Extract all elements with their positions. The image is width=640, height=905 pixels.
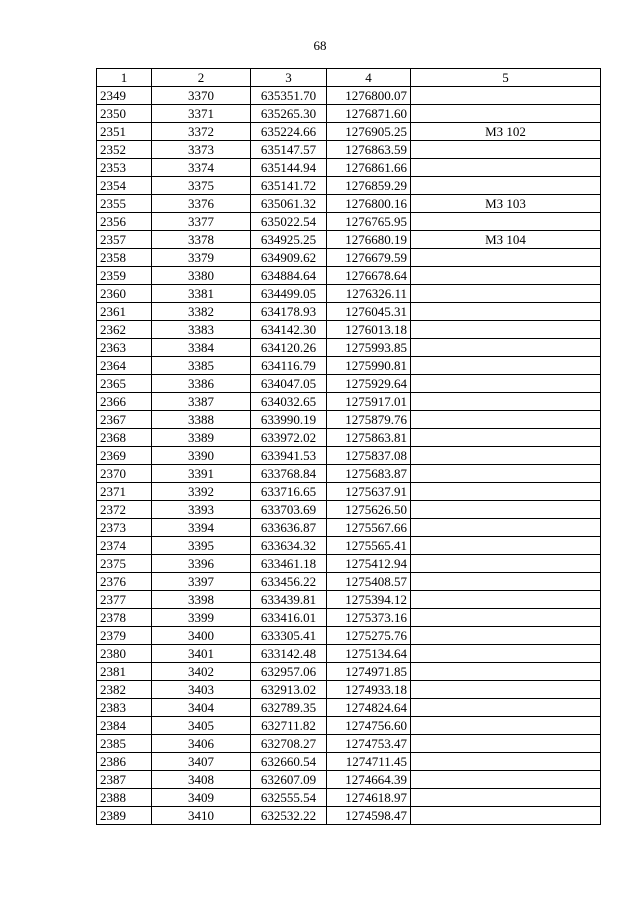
cell-y-coordinate: 1275879.76: [327, 411, 411, 429]
cell-x-coordinate: 632957.06: [251, 663, 327, 681]
cell-y-coordinate: 1276800.16: [327, 195, 411, 213]
cell-note: [411, 573, 601, 591]
cell-note: [411, 447, 601, 465]
cell-y-coordinate: 1275917.01: [327, 393, 411, 411]
cell-station-number: 3391: [152, 465, 251, 483]
cell-note: [411, 735, 601, 753]
cell-point-number: 2376: [97, 573, 152, 591]
cell-point-number: 2353: [97, 159, 152, 177]
cell-note: [411, 555, 601, 573]
cell-y-coordinate: 1275837.08: [327, 447, 411, 465]
cell-point-number: 2381: [97, 663, 152, 681]
cell-x-coordinate: 632555.54: [251, 789, 327, 807]
cell-note: [411, 753, 601, 771]
cell-station-number: 3393: [152, 501, 251, 519]
cell-y-coordinate: 1276800.07: [327, 87, 411, 105]
table-row: [97, 213, 601, 231]
cell-y-coordinate: 1275394.12: [327, 591, 411, 609]
table-row: [97, 591, 601, 609]
table-row: [97, 717, 601, 735]
cell-note: [411, 339, 601, 357]
cell-point-number: 2366: [97, 393, 152, 411]
table-row: [97, 429, 601, 447]
cell-station-number: 3378: [152, 231, 251, 249]
table-row: [97, 231, 601, 249]
cell-x-coordinate: 635147.57: [251, 141, 327, 159]
cell-note: [411, 159, 601, 177]
cell-note: [411, 645, 601, 663]
cell-x-coordinate: 633703.69: [251, 501, 327, 519]
cell-station-number: 3396: [152, 555, 251, 573]
cell-station-number: 3405: [152, 717, 251, 735]
cell-x-coordinate: 633636.87: [251, 519, 327, 537]
cell-station-number: 3384: [152, 339, 251, 357]
cell-note: [411, 591, 601, 609]
table-row: [97, 519, 601, 537]
cell-station-number: 3385: [152, 357, 251, 375]
cell-station-number: 3388: [152, 411, 251, 429]
table-row: [97, 753, 601, 771]
cell-point-number: 2374: [97, 537, 152, 555]
cell-point-number: 2384: [97, 717, 152, 735]
cell-x-coordinate: 634120.26: [251, 339, 327, 357]
cell-x-coordinate: 634925.25: [251, 231, 327, 249]
header-col-2: 2: [152, 69, 251, 87]
cell-y-coordinate: 1274753.47: [327, 735, 411, 753]
cell-point-number: 2386: [97, 753, 152, 771]
table-row: [97, 663, 601, 681]
table-header: [97, 69, 601, 87]
cell-x-coordinate: 633941.53: [251, 447, 327, 465]
cell-note: [411, 465, 601, 483]
cell-y-coordinate: 1275993.85: [327, 339, 411, 357]
cell-x-coordinate: 634047.05: [251, 375, 327, 393]
cell-x-coordinate: 633305.41: [251, 627, 327, 645]
cell-point-number: 2389: [97, 807, 152, 825]
table-body: [97, 87, 601, 825]
cell-x-coordinate: 634142.30: [251, 321, 327, 339]
cell-station-number: 3409: [152, 789, 251, 807]
table-row: [97, 159, 601, 177]
table-row: [97, 807, 601, 825]
cell-point-number: 2373: [97, 519, 152, 537]
cell-point-number: 2371: [97, 483, 152, 501]
table-row: [97, 699, 601, 717]
cell-note: [411, 807, 601, 825]
cell-y-coordinate: 1275373.16: [327, 609, 411, 627]
cell-x-coordinate: 635351.70: [251, 87, 327, 105]
cell-x-coordinate: 634178.93: [251, 303, 327, 321]
cell-x-coordinate: 633461.18: [251, 555, 327, 573]
cell-y-coordinate: 1275863.81: [327, 429, 411, 447]
cell-note: [411, 285, 601, 303]
table-row: [97, 177, 601, 195]
cell-station-number: 3376: [152, 195, 251, 213]
table-row: [97, 393, 601, 411]
cell-y-coordinate: 1274664.39: [327, 771, 411, 789]
cell-y-coordinate: 1276679.59: [327, 249, 411, 267]
cell-x-coordinate: 633972.02: [251, 429, 327, 447]
cell-station-number: 3407: [152, 753, 251, 771]
cell-y-coordinate: 1276678.64: [327, 267, 411, 285]
cell-point-number: 2363: [97, 339, 152, 357]
cell-station-number: 3408: [152, 771, 251, 789]
cell-note: [411, 519, 601, 537]
table-row: [97, 141, 601, 159]
cell-note: [411, 627, 601, 645]
cell-note: [411, 303, 601, 321]
cell-y-coordinate: 1276013.18: [327, 321, 411, 339]
cell-note: [411, 393, 601, 411]
cell-note: [411, 483, 601, 501]
cell-x-coordinate: 632532.22: [251, 807, 327, 825]
cell-point-number: 2380: [97, 645, 152, 663]
cell-x-coordinate: 635061.32: [251, 195, 327, 213]
cell-y-coordinate: 1275683.87: [327, 465, 411, 483]
cell-point-number: 2357: [97, 231, 152, 249]
cell-point-number: 2379: [97, 627, 152, 645]
cell-note: [411, 609, 601, 627]
cell-point-number: 2362: [97, 321, 152, 339]
cell-point-number: 2351: [97, 123, 152, 141]
cell-y-coordinate: 1275412.94: [327, 555, 411, 573]
cell-point-number: 2360: [97, 285, 152, 303]
cell-station-number: 3372: [152, 123, 251, 141]
cell-x-coordinate: 632607.09: [251, 771, 327, 789]
cell-x-coordinate: 635141.72: [251, 177, 327, 195]
cell-y-coordinate: 1274933.18: [327, 681, 411, 699]
cell-station-number: 3399: [152, 609, 251, 627]
cell-station-number: 3389: [152, 429, 251, 447]
cell-y-coordinate: 1274824.64: [327, 699, 411, 717]
cell-x-coordinate: 632913.02: [251, 681, 327, 699]
cell-note: [411, 87, 601, 105]
table-row: [97, 789, 601, 807]
cell-x-coordinate: 635022.54: [251, 213, 327, 231]
cell-note: [411, 357, 601, 375]
cell-point-number: 2387: [97, 771, 152, 789]
cell-station-number: 3398: [152, 591, 251, 609]
cell-point-number: 2375: [97, 555, 152, 573]
cell-y-coordinate: 1276859.29: [327, 177, 411, 195]
cell-x-coordinate: 632711.82: [251, 717, 327, 735]
table-row: [97, 735, 601, 753]
cell-y-coordinate: 1275929.64: [327, 375, 411, 393]
cell-x-coordinate: 633142.48: [251, 645, 327, 663]
table-row: [97, 609, 601, 627]
cell-point-number: 2377: [97, 591, 152, 609]
cell-point-number: 2364: [97, 357, 152, 375]
cell-y-coordinate: 1274618.97: [327, 789, 411, 807]
cell-station-number: 3392: [152, 483, 251, 501]
cell-station-number: 3400: [152, 627, 251, 645]
cell-y-coordinate: 1275134.64: [327, 645, 411, 663]
cell-note: [411, 411, 601, 429]
cell-y-coordinate: 1276045.31: [327, 303, 411, 321]
table-row: [97, 447, 601, 465]
cell-x-coordinate: 633990.19: [251, 411, 327, 429]
cell-station-number: 3370: [152, 87, 251, 105]
cell-station-number: 3394: [152, 519, 251, 537]
cell-point-number: 2359: [97, 267, 152, 285]
cell-station-number: 3387: [152, 393, 251, 411]
table-row: [97, 357, 601, 375]
cell-note: [411, 267, 601, 285]
cell-y-coordinate: 1276905.25: [327, 123, 411, 141]
cell-note: [411, 177, 601, 195]
table-row: [97, 87, 601, 105]
cell-station-number: 3375: [152, 177, 251, 195]
cell-point-number: 2368: [97, 429, 152, 447]
cell-note: [411, 771, 601, 789]
cell-station-number: 3371: [152, 105, 251, 123]
cell-point-number: 2355: [97, 195, 152, 213]
cell-point-number: 2370: [97, 465, 152, 483]
cell-x-coordinate: 633416.01: [251, 609, 327, 627]
table-row: [97, 411, 601, 429]
cell-point-number: 2382: [97, 681, 152, 699]
cell-station-number: 3377: [152, 213, 251, 231]
cell-y-coordinate: 1274711.45: [327, 753, 411, 771]
cell-point-number: 2383: [97, 699, 152, 717]
cell-station-number: 3379: [152, 249, 251, 267]
cell-y-coordinate: 1276863.59: [327, 141, 411, 159]
table-row: [97, 339, 601, 357]
cell-x-coordinate: 633634.32: [251, 537, 327, 555]
table-row: [97, 537, 601, 555]
table-row: [97, 105, 601, 123]
cell-note: [411, 663, 601, 681]
cell-note: [411, 141, 601, 159]
table-row: [97, 195, 601, 213]
table-row: [97, 627, 601, 645]
page-number: 68: [313, 38, 327, 53]
cell-station-number: 3395: [152, 537, 251, 555]
cell-point-number: 2372: [97, 501, 152, 519]
table-row: [97, 573, 601, 591]
cell-note: МЗ 103: [411, 195, 601, 213]
cell-y-coordinate: 1276871.60: [327, 105, 411, 123]
table-row: [97, 123, 601, 141]
cell-y-coordinate: 1276765.95: [327, 213, 411, 231]
cell-point-number: 2365: [97, 375, 152, 393]
cell-x-coordinate: 634884.64: [251, 267, 327, 285]
table-row: [97, 501, 601, 519]
cell-x-coordinate: 634499.05: [251, 285, 327, 303]
cell-note: [411, 501, 601, 519]
cell-note: [411, 105, 601, 123]
table-row: [97, 285, 601, 303]
table-row: [97, 267, 601, 285]
cell-station-number: 3402: [152, 663, 251, 681]
cell-note: [411, 681, 601, 699]
cell-station-number: 3403: [152, 681, 251, 699]
cell-x-coordinate: 634032.65: [251, 393, 327, 411]
cell-station-number: 3386: [152, 375, 251, 393]
cell-point-number: 2352: [97, 141, 152, 159]
cell-x-coordinate: 635224.66: [251, 123, 327, 141]
cell-y-coordinate: 1276680.19: [327, 231, 411, 249]
cell-x-coordinate: 634909.62: [251, 249, 327, 267]
cell-note: [411, 429, 601, 447]
table-row: [97, 483, 601, 501]
cell-note: [411, 537, 601, 555]
header-col-4: 4: [327, 69, 411, 87]
header-col-1: 1: [97, 69, 152, 87]
table-row: [97, 465, 601, 483]
cell-station-number: 3382: [152, 303, 251, 321]
cell-note: [411, 249, 601, 267]
table-row: [97, 303, 601, 321]
cell-note: [411, 321, 601, 339]
cell-point-number: 2354: [97, 177, 152, 195]
cell-x-coordinate: 633768.84: [251, 465, 327, 483]
cell-note: [411, 375, 601, 393]
cell-station-number: 3406: [152, 735, 251, 753]
cell-x-coordinate: 634116.79: [251, 357, 327, 375]
cell-x-coordinate: 633456.22: [251, 573, 327, 591]
table-row: [97, 681, 601, 699]
cell-note: МЗ 104: [411, 231, 601, 249]
header-col-5: 5: [411, 69, 601, 87]
cell-y-coordinate: 1275990.81: [327, 357, 411, 375]
cell-note: МЗ 102: [411, 123, 601, 141]
cell-station-number: 3380: [152, 267, 251, 285]
cell-y-coordinate: 1274971.85: [327, 663, 411, 681]
table-row: [97, 771, 601, 789]
cell-station-number: 3401: [152, 645, 251, 663]
cell-point-number: 2378: [97, 609, 152, 627]
cell-y-coordinate: 1275408.57: [327, 573, 411, 591]
cell-note: [411, 699, 601, 717]
cell-y-coordinate: 1274756.60: [327, 717, 411, 735]
header-row: [97, 69, 601, 87]
cell-x-coordinate: 632660.54: [251, 753, 327, 771]
cell-station-number: 3397: [152, 573, 251, 591]
cell-y-coordinate: 1276326.11: [327, 285, 411, 303]
cell-station-number: 3373: [152, 141, 251, 159]
cell-point-number: 2385: [97, 735, 152, 753]
cell-note: [411, 213, 601, 231]
cell-y-coordinate: 1275567.66: [327, 519, 411, 537]
table-row: [97, 249, 601, 267]
cell-x-coordinate: 633716.65: [251, 483, 327, 501]
cell-x-coordinate: 632789.35: [251, 699, 327, 717]
cell-y-coordinate: 1275637.91: [327, 483, 411, 501]
cell-station-number: 3404: [152, 699, 251, 717]
cell-point-number: 2369: [97, 447, 152, 465]
cell-y-coordinate: 1274598.47: [327, 807, 411, 825]
cell-x-coordinate: 635265.30: [251, 105, 327, 123]
cell-station-number: 3374: [152, 159, 251, 177]
cell-point-number: 2356: [97, 213, 152, 231]
cell-station-number: 3410: [152, 807, 251, 825]
cell-y-coordinate: 1275626.50: [327, 501, 411, 519]
cell-y-coordinate: 1275565.41: [327, 537, 411, 555]
cell-station-number: 3390: [152, 447, 251, 465]
cell-note: [411, 717, 601, 735]
cell-y-coordinate: 1275275.76: [327, 627, 411, 645]
coordinates-table: [96, 68, 601, 825]
table-row: [97, 321, 601, 339]
cell-point-number: 2367: [97, 411, 152, 429]
cell-point-number: 2388: [97, 789, 152, 807]
cell-point-number: 2350: [97, 105, 152, 123]
table-row: [97, 645, 601, 663]
cell-x-coordinate: 632708.27: [251, 735, 327, 753]
table-row: [97, 555, 601, 573]
cell-station-number: 3383: [152, 321, 251, 339]
cell-note: [411, 789, 601, 807]
cell-point-number: 2349: [97, 87, 152, 105]
cell-station-number: 3381: [152, 285, 251, 303]
cell-x-coordinate: 633439.81: [251, 591, 327, 609]
cell-point-number: 2361: [97, 303, 152, 321]
cell-point-number: 2358: [97, 249, 152, 267]
cell-x-coordinate: 635144.94: [251, 159, 327, 177]
table-row: [97, 375, 601, 393]
header-col-3: 3: [251, 69, 327, 87]
cell-y-coordinate: 1276861.66: [327, 159, 411, 177]
